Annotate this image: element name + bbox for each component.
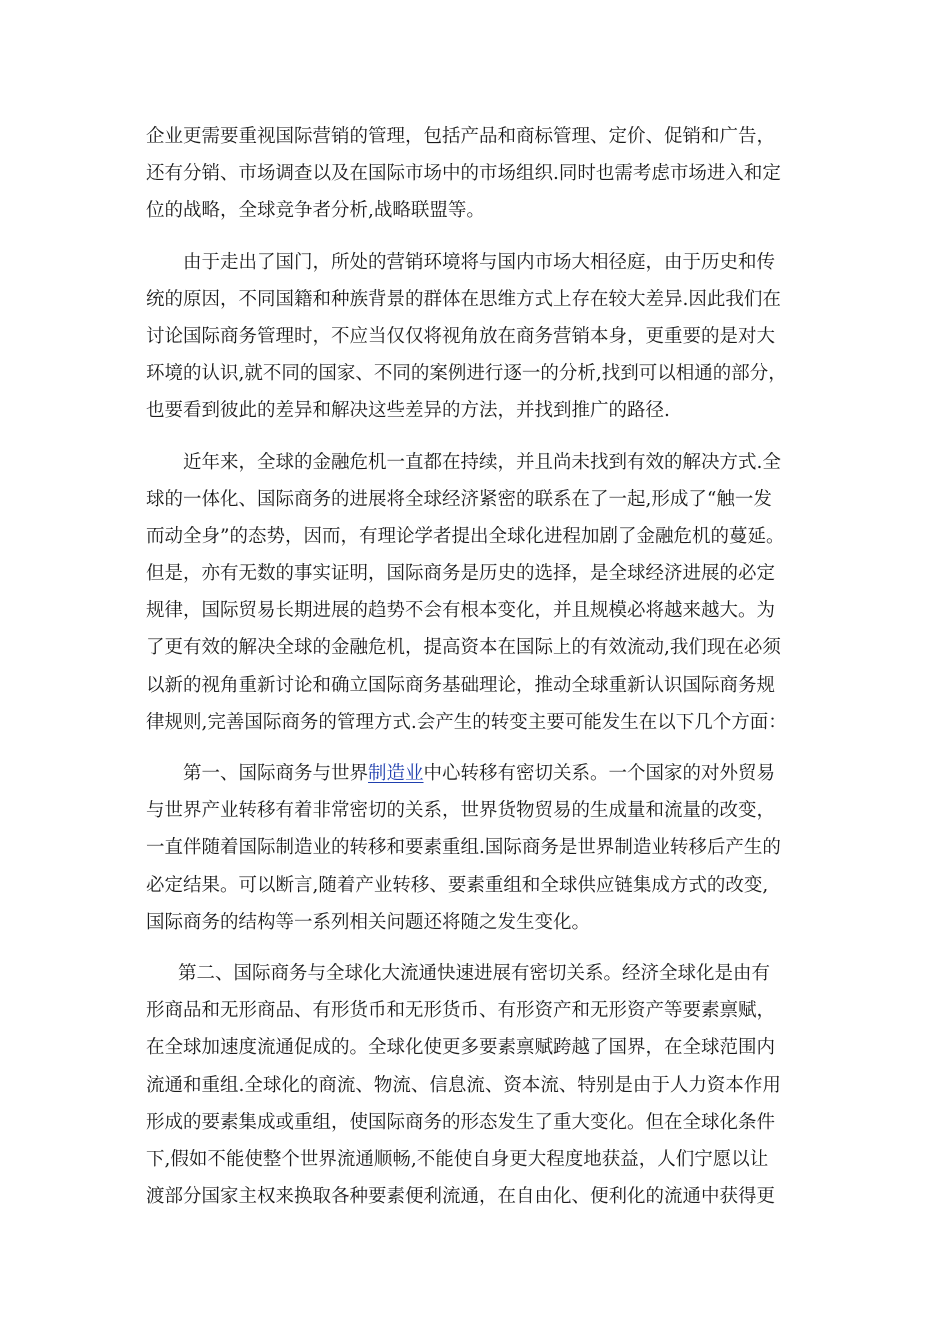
text-line: 在全球加速度流通促成的。全球化使更多要素禀赋跨越了国界，在全球范围内 (146, 1037, 776, 1059)
text-segment: 中心转移有密切关系。一个国家的对外贸易 (423, 763, 776, 784)
text-line: 但是，亦有无数的事实证明，国际商务是历史的选择，是全球经济进展的必定 (146, 563, 776, 585)
text-line: 一直伴随着国际制造业的转移和要素重组.国际商务是世界制造业转移后产生的 (146, 837, 781, 859)
text-line: 律规则,完善国际商务的管理方式.会产生的转变主要可能发生在以下几个方面： (146, 711, 787, 733)
manufacturing-link[interactable]: 制造业 (368, 763, 424, 784)
text-line: 国际商务的结构等一系列相关问题还将随之发生变化。 (146, 911, 591, 933)
text-line: 必定结果。可以断言,随着产业转移、要素重组和全球供应链集成方式的改变, (146, 874, 769, 896)
text-line: 而动全身”的态势，因而，有理论学者提出全球化进程加剧了金融危机的蔓延。 (146, 525, 785, 547)
text-line: 渡部分国家主权来换取各种要素便利流通，在自由化、便利化的流通中获得更 (146, 1186, 776, 1208)
paragraph-spacer (146, 941, 836, 955)
text-line: 由于走出了国门，所处的营销环境将与国内市场大相径庭，由于历史和传 (183, 251, 776, 273)
text-line: 流通和重组.全球化的商流、物流、信息流、资本流、特别是由于人力资本作用 (146, 1074, 781, 1096)
text-line: 规律，国际贸易长期进展的趋势不会有根本变化，并且规模必将越来越大。为 (146, 600, 776, 622)
paragraph-first-point (146, 755, 836, 941)
paragraph-spacer (146, 741, 836, 755)
paragraph-spacer (146, 430, 836, 444)
text-line: 与世界产业转移有着非常密切的关系，世界货物贸易的生成量和流量的改变， (146, 800, 776, 822)
document-page (146, 118, 836, 1215)
text-line: 球的一体化、国际商务的进展将全球经济紧密的联系在了一起,形成了“触一发 (146, 488, 772, 510)
text-line: 第二、国际商务与全球化大流通快速进展有密切关系。经济全球化是由有 (178, 962, 771, 984)
text-line: 下,假如不能使整个世界流通顺畅,不能使自身更大程度地获益，人们宁愿以让 (146, 1148, 769, 1170)
text-line: 了更有效的解决全球的金融危机，提高资本在国际上的有效流动,我们现在必须 (146, 637, 781, 659)
text-line: 近年来，全球的金融危机一直都在持续，并且尚未找到有效的解决方式.全 (183, 451, 781, 473)
text-line: 还有分销、市场调查以及在国际市场中的市场组织.同时也需考虑市场进入和定 (146, 163, 781, 185)
text-line: 位的战略，全球竞争者分析,战略联盟等。 (146, 200, 485, 222)
text-line: 也要看到彼此的差异和解决这些差异的方法，并找到推广的路径. (146, 400, 670, 422)
text-line: 企业更需要重视国际营销的管理，包括产品和商标管理、定价、促销和广告， (146, 126, 776, 147)
text-line: 讨论国际商务管理时，不应当仅仅将视角放在商务营销本身，更重要的是对大 (146, 325, 776, 347)
text-segment: 第一、国际商务与世界 (183, 763, 369, 784)
paragraph-financial-crisis (146, 444, 836, 742)
paragraph-marketing-management (146, 118, 836, 230)
text-line (146, 755, 836, 792)
text-line: 环境的认识,就不同的国家、不同的案例进行逐一的分析,找到可以相通的部分， (146, 363, 787, 385)
text-line: 形商品和无形商品、有形货币和无形货币、有形资产和无形资产等要素禀赋， (146, 1000, 776, 1022)
paragraph-spacer (146, 230, 836, 244)
text-line: 以新的视角重新讨论和确立国际商务基础理论，推动全球重新认识国际商务规 (146, 674, 776, 696)
text-line: 形成的要素集成或重组，使国际商务的形态发生了重大变化。但在全球化条件 (146, 1111, 776, 1133)
text-line: 统的原因，不同国籍和种族背景的群体在思维方式上存在较大差异.因此我们在 (146, 288, 781, 310)
paragraph-second-point (146, 955, 836, 1215)
paragraph-marketing-environment (146, 244, 836, 430)
